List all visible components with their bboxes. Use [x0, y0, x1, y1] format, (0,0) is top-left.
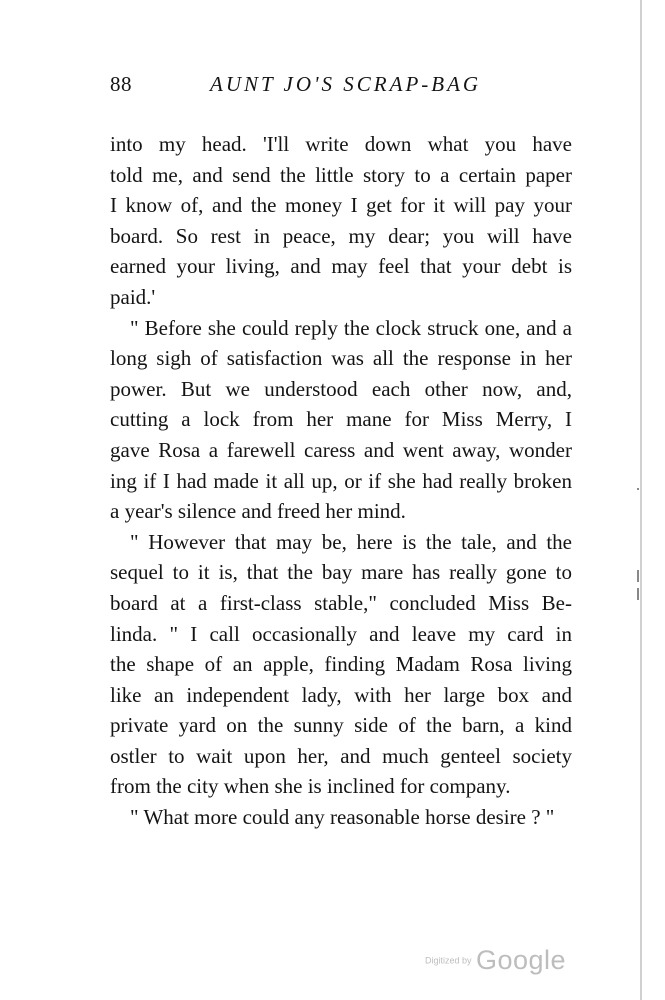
text-line: power. But we understood each other now, and,: [110, 376, 572, 401]
text-line: earned your living, and may feel that your debt is: [110, 254, 572, 279]
text-line: paid.': [110, 284, 156, 309]
digitized-watermark: [425, 945, 566, 976]
text-line: cutting a lock from her mane for Miss Merry, I: [110, 407, 572, 432]
body-text: [110, 129, 572, 833]
page-edge-rule: [640, 0, 642, 1000]
text-line: the shape of an apple, finding Madam Rosa living: [110, 652, 572, 677]
text-line: long sigh of satisfaction was all the response in her: [110, 346, 572, 371]
page-header: [110, 72, 590, 106]
text-line: told me, and send the little story to a certain paper: [110, 162, 572, 187]
text-line: like an independent lady, with her large box and: [110, 682, 572, 707]
text-line: board at a first-class stable," concluded Miss Be-: [110, 590, 572, 615]
stray-mark: [637, 570, 639, 582]
text-line: a year's silence and freed her mind.: [110, 499, 406, 524]
text-line: " Before she could reply the clock struck one, and a: [130, 315, 572, 340]
text-line: linda. " I call occasionally and leave my card in: [110, 621, 572, 646]
page-number: 88: [110, 72, 132, 96]
text-line: sequel to it is, that the bay mare has really gone to: [110, 560, 572, 585]
text-line: board. So rest in peace, my dear; you will have: [110, 223, 572, 248]
text-line: ing if I had made it all up, or if she had really broken: [110, 468, 572, 493]
text-line: into my head. 'I'll write down what you have: [110, 132, 572, 156]
watermark-brand: Google: [475, 945, 567, 975]
text-line: ostler to wait upon her, and much genteel society: [110, 743, 572, 768]
text-line: " What more could any reasonable horse desire ? ": [130, 805, 555, 830]
text-line: " However that may be, here is the tale, and the: [130, 529, 572, 554]
text-line: gave Rosa a farewell caress and went away, wonder: [110, 437, 572, 462]
text-line: private yard on the sunny side of the barn, a kind: [110, 713, 572, 738]
text-line: from the city when she is inclined for company.: [110, 774, 511, 799]
text-line: I know of, and the money I get for it will pay your: [110, 193, 572, 218]
stray-mark: [637, 588, 639, 600]
watermark-prefix: Digitized by: [425, 955, 472, 966]
running-title: AUNT JO'S SCRAP-BAG: [210, 72, 482, 96]
stray-mark: [637, 488, 639, 490]
